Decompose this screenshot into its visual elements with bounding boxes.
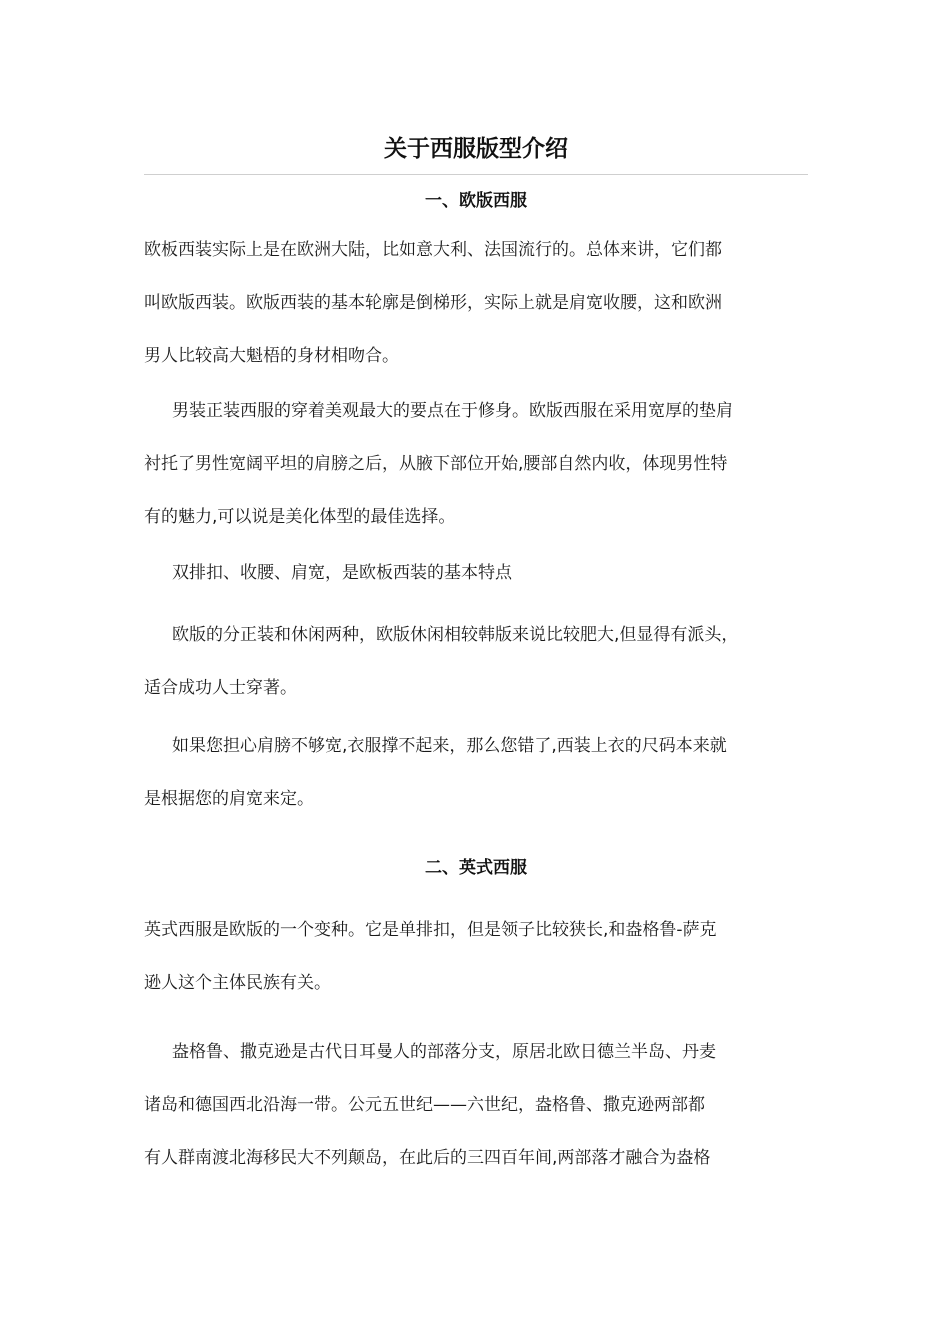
paragraph <box>144 720 808 826</box>
paragraph-line: 是根据您的肩宽来定。 <box>144 789 314 809</box>
paragraph-line: 有人群南渡北海移民大不列颠岛，在此后的三四百年间,两部落才融合为盎格 <box>144 1148 711 1168</box>
paragraph-line: 英式西服是欧版的一个变种。它是单排扣，但是领子比较狭长,和盎格鲁-萨克 <box>144 920 717 940</box>
paragraph-line: 双排扣、收腰、肩宽，是欧板西装的基本特点 <box>172 563 512 583</box>
section-heading-european: 一、欧版西服 <box>425 191 527 211</box>
paragraph-line: 适合成功人士穿著。 <box>144 678 297 698</box>
paragraph-line: 衬托了男性宽阔平坦的肩膀之后，从腋下部位开始,腰部自然内收，体现男性特 <box>144 454 728 474</box>
document-title: 关于西服版型介绍 <box>384 136 568 162</box>
paragraph <box>144 1026 808 1185</box>
section-heading-british: 二、英式西服 <box>425 858 527 878</box>
paragraph-line: 男装正装西服的穿着美观最大的要点在于修身。欧版西服在采用宽厚的垫肩 <box>172 401 733 421</box>
paragraph-line: 男人比较高大魁梧的身材相吻合。 <box>144 346 399 366</box>
paragraph <box>144 904 808 1010</box>
paragraph <box>144 224 808 383</box>
paragraph-line: 诸岛和德国西北沿海一带。公元五世纪——六世纪，盎格鲁、撒克逊两部都 <box>144 1095 705 1115</box>
paragraph-line: 欧版的分正装和休闲两种，欧版休闲相较韩版来说比较肥大,但显得有派头， <box>172 625 739 645</box>
paragraph-line: 叫欧版西装。欧版西装的基本轮廓是倒梯形，实际上就是肩宽收腰，这和欧洲 <box>144 293 722 313</box>
paragraph <box>144 385 808 544</box>
paragraph <box>144 609 808 715</box>
paragraph-line: 如果您担心肩膀不够宽,衣服撑不起来，那么您错了,西装上衣的尺码本来就 <box>172 736 727 756</box>
paragraph-line: 欧板西装实际上是在欧洲大陆，比如意大利、法国流行的。总体来讲，它们都 <box>144 240 722 260</box>
paragraph-line: 有的魅力,可以说是美化体型的最佳选择。 <box>144 507 456 527</box>
paragraph-line: 逊人这个主体民族有关。 <box>144 973 331 993</box>
paragraph-line: 盎格鲁、撒克逊是古代日耳曼人的部落分支，原居北欧日德兰半岛、丹麦 <box>172 1042 716 1062</box>
title-divider <box>144 174 808 175</box>
paragraph <box>144 547 808 600</box>
